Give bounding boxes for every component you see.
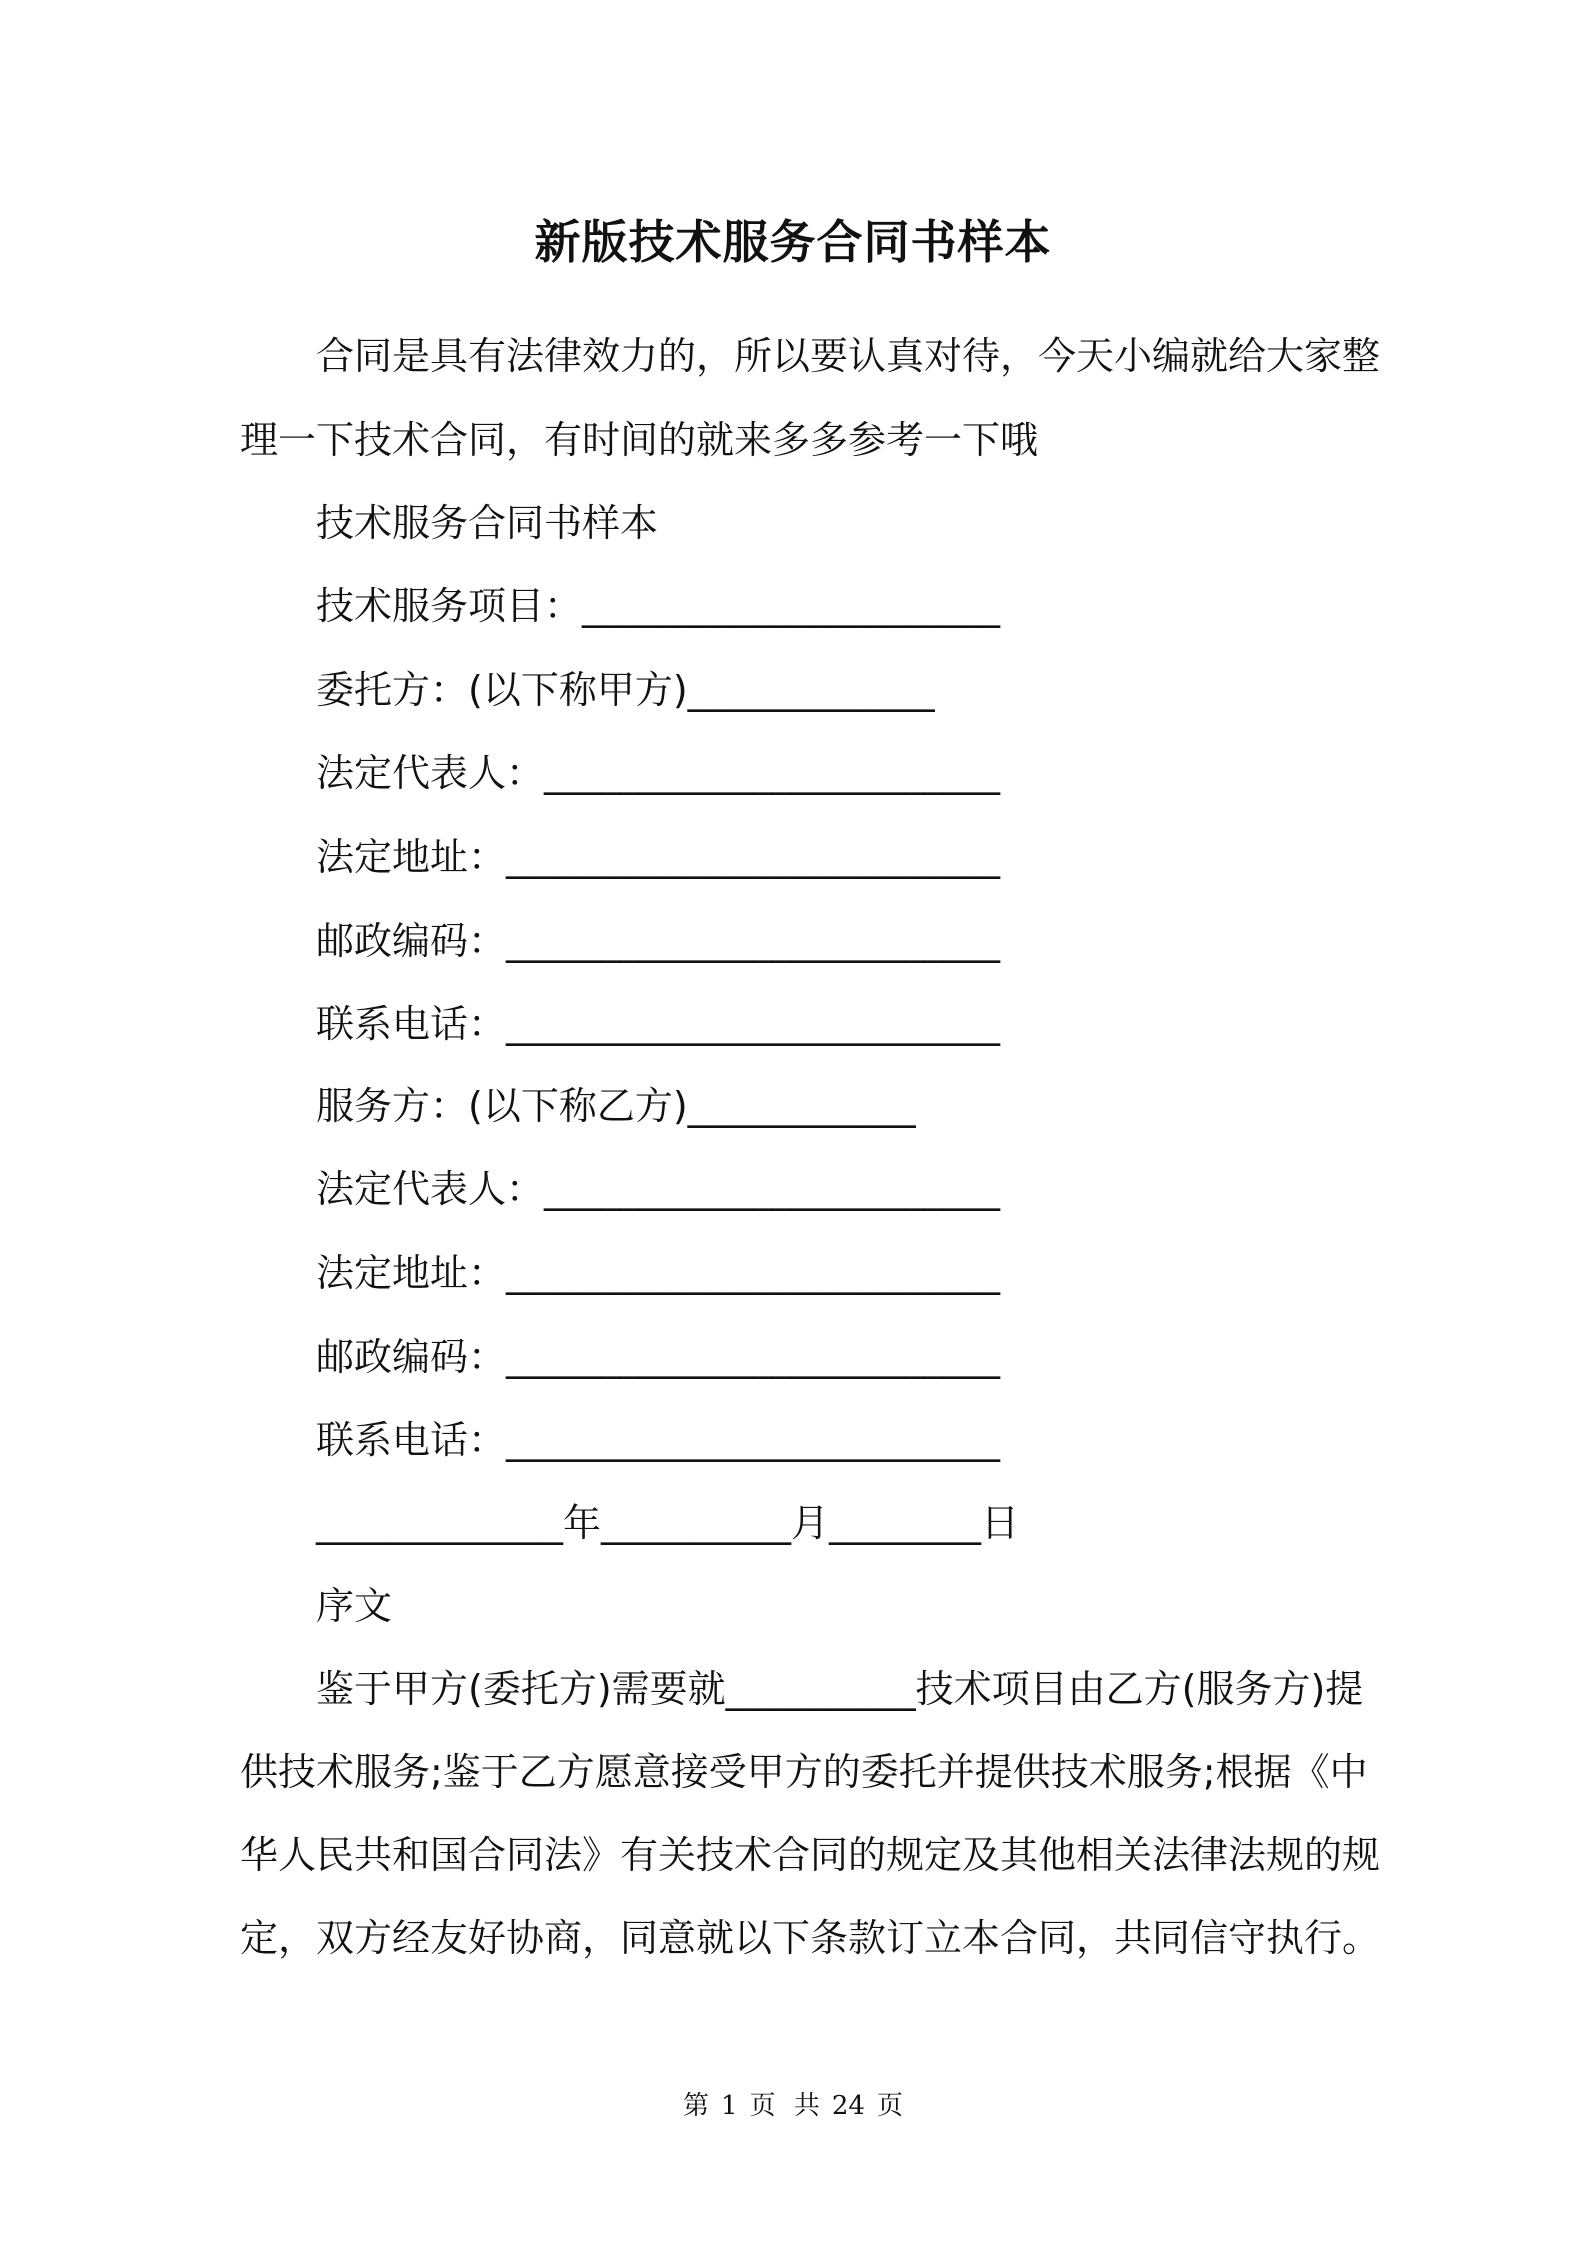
field-service-project: 技术服务项目：______________________	[316, 584, 1001, 628]
footer-suffix: 页	[876, 2091, 903, 2121]
field-client-postcode: 邮政编码：__________________________	[316, 919, 1001, 963]
field-provider-address: 法定地址：__________________________	[316, 1251, 1001, 1295]
preface-line-4: 定，双方经友好协商，同意就以下条款订立本合同，共同信守执行。	[240, 1916, 1381, 1960]
preface-line-2: 供技术服务;鉴于乙方愿意接受甲方的委托并提供技术服务;根据《中	[240, 1750, 1368, 1794]
field-provider-legal-rep: 法定代表人：________________________	[316, 1167, 1001, 1211]
field-date: _____________年__________月________日	[316, 1501, 1020, 1545]
footer-middle: 页 共	[749, 2091, 820, 2121]
preface-line-3: 华人民共和国合同法》有关技术合同的规定及其他相关法律法规的规	[240, 1833, 1381, 1877]
preface-line-1: 鉴于甲方(委托方)需要就__________技术项目由乙方(服务方)提	[316, 1667, 1364, 1711]
preface-heading: 序文	[316, 1584, 393, 1628]
footer-prefix: 第	[683, 2091, 710, 2121]
document-title: 新版技术服务合同书样本	[534, 215, 1052, 269]
field-client-address: 法定地址：__________________________	[316, 835, 1001, 879]
footer-total-pages: 24	[831, 2091, 865, 2121]
page-footer	[0, 2088, 1586, 2124]
contract-subtitle: 技术服务合同书样本	[316, 501, 659, 545]
field-client-phone: 联系电话：__________________________	[316, 1002, 1001, 1046]
field-provider-phone: 联系电话：__________________________	[316, 1418, 1001, 1462]
footer-page-number: 1	[721, 2091, 738, 2121]
intro-line-2: 理一下技术合同，有时间的就来多多参考一下哦	[240, 418, 1039, 462]
intro-line-1: 合同是具有法律效力的，所以要认真对待，今天小编就给大家整	[316, 334, 1381, 378]
field-provider-postcode: 邮政编码：__________________________	[316, 1335, 1001, 1379]
field-client-legal-rep: 法定代表人：________________________	[316, 751, 1001, 795]
field-client: 委托方：(以下称甲方)_____________	[316, 668, 935, 712]
field-provider: 服务方：(以下称乙方)____________	[316, 1084, 916, 1128]
